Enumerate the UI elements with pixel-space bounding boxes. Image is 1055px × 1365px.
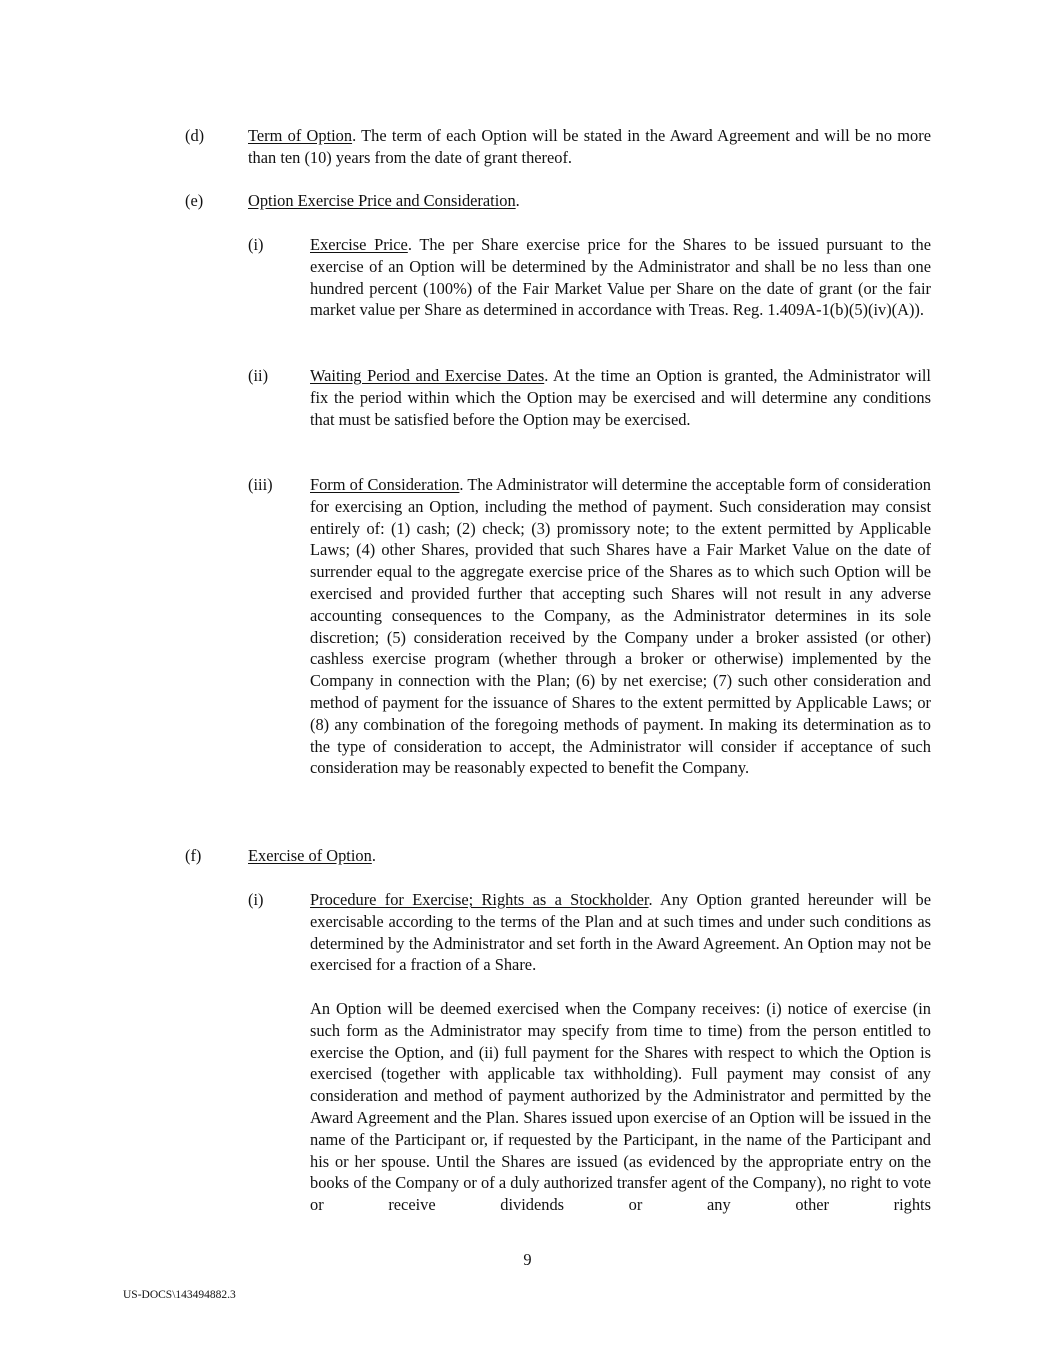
section-e-iii-heading: Form of Consideration — [310, 475, 460, 494]
section-e-iii-paragraph — [310, 474, 931, 779]
section-e-ii-marker: (ii) — [248, 366, 269, 385]
section-d-heading: Term of Option — [248, 126, 353, 145]
section-e-i-marker: (i) — [248, 235, 264, 254]
section-f-heading-line — [248, 845, 931, 867]
document-id: US-DOCS\143494882.3 — [123, 1289, 236, 1301]
section-e-ii-heading: Waiting Period and Exercise Dates — [310, 366, 545, 385]
section-f-i-paragraph-2: An Option will be deemed exercised when the Company receives: (i) notice of exercise (in such form as the Administrator may specify from time to time) from the person entitled to exercise the Option, and (ii) full payment for the Shares with respect to which the Option is exercised (together with applicable tax withholding). Full payment may consist of any consideration and method of payment authorized by the Administrator and permitted by the Award Agreement and the Plan. Shares issued upon exercise of an Option will be issued in the name of the Participant or, if requested by the Participant, in the name of the Participant and his or her spouse. Until the Shares are issued (as evidenced by the appropriate entry on the books of the Company or of a duly authorized transfer agent of the Company), no right to vote or receive dividends or any other rights — [310, 999, 931, 1215]
section-d-paragraph — [248, 125, 931, 169]
page-number: 9 — [523, 1250, 532, 1269]
section-e-i-text: . The per Share exercise price for the Shares to be issued pursuant to the exercise of an Option will be determined by the Administrator and shall be no less than one hundred percent (100%) of the Fair Market Value per Share on the date of grant (or the fair market value per Share as determined in accordance with Treas. Reg. 1.409A-1(b)(5)(iv)(A)). — [310, 235, 931, 320]
section-f-i-heading: Procedure for Exercise; Rights as a Stockholder — [310, 890, 649, 909]
section-f-heading: Exercise of Option — [248, 846, 372, 865]
section-e-ii-text: . At the time an Option is granted, the Administrator will fix the period within which the Option may be exercised and will determine any conditions that must be satisfied before the Option may be exercised. — [310, 366, 931, 429]
section-f-marker: (f) — [185, 846, 202, 865]
section-e-i-heading: Exercise Price — [310, 235, 408, 254]
section-d-text: . The term of each Option will be stated in the Award Agreement and will be no more than ten (10) years from the date of grant thereof. — [248, 126, 931, 167]
section-d-marker: (d) — [185, 126, 205, 145]
section-f-i-paragraph — [310, 889, 931, 976]
section-e-text: . — [515, 191, 520, 210]
section-f-i-marker: (i) — [248, 890, 264, 909]
section-e-marker: (e) — [185, 191, 204, 210]
section-e-heading: Option Exercise Price and Consideration — [248, 191, 516, 210]
section-e-i-paragraph — [310, 234, 931, 321]
section-e-iii-marker: (iii) — [248, 475, 273, 494]
section-e-ii-paragraph — [310, 365, 931, 430]
section-f-i-text: . Any Option granted hereunder will be exercisable according to the terms of the Plan and at such times and under such conditions as determined by the Administrator and set forth in the Award Agreement. An Option may not be exercised for a fraction of a Share. — [310, 890, 931, 975]
section-e-heading-line — [248, 190, 931, 212]
section-f-text: . — [371, 846, 376, 865]
section-e-iii-text: . The Administrator will determine the acceptable form of consideration for exercising an Option, including the method of payment. Such consideration may consist entirely of: (1) cash; (2) check; (3) promissory note; to the extent permitted by Applicable Laws; (4) other Shares, provided that such Shares have a Fair Market Value on the date of surrender equal to the aggregate exercise price of the Shares as to which such Option will be exercised and provided further that accepting such Shares will not result in any adverse accounting consequences to the Company, as the Administrator determines in its sole discretion; (5) consideration received by the Company under a broker assisted (or other) cashless exercise program (whether through a broker or otherwise) implemented by the Company in connection with the Plan; (6) by net exercise; (7) such other consideration and method of payment for the issuance of Shares to the extent permitted by Applicable Laws; or (8) any combination of the foregoing methods of payment. In making its determination as to the type of consideration to accept, the Administrator will consider if acceptance of such consideration may be reasonably expected to benefit the Company. — [310, 475, 931, 778]
